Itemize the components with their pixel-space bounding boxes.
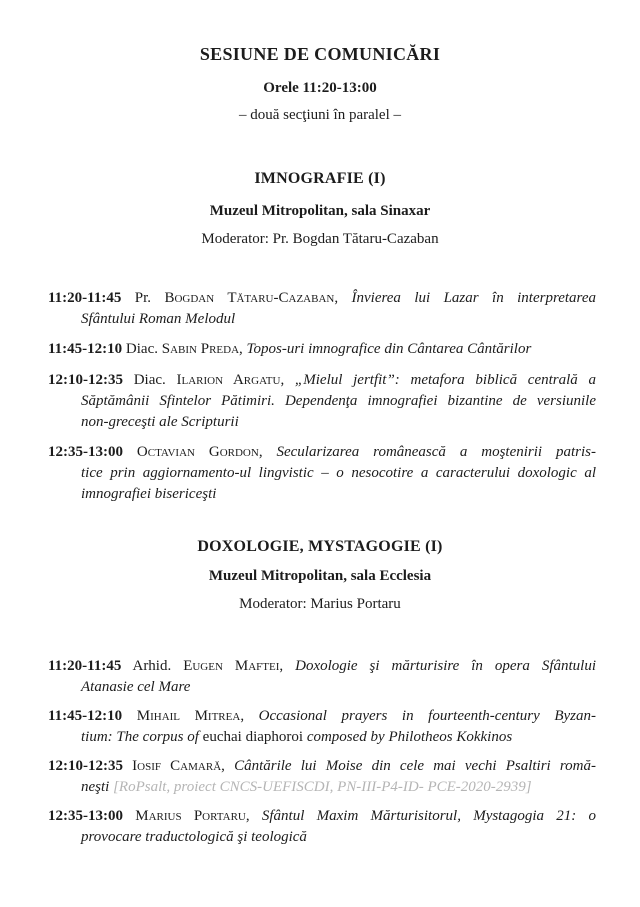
session-hours: Orele 11:20-13:00: [263, 80, 377, 96]
program-entry: 11:20-11:45 Arhid. Eugen Maftei, Doxologie şi mărturisire în opera Sfântului Atanasie cel Mare: [48, 656, 596, 698]
speaker-prefix: Diac.: [133, 372, 166, 388]
paper-title-cont: Săptămânii Sfintelor Pătimiri. Dependenţa imnografiei bizantine de versiunile: [81, 393, 596, 409]
speaker-prefix: Pr.: [134, 290, 152, 306]
section-title-doxologie: DOXOLOGIE, MYSTAGOGIE (I): [197, 538, 443, 555]
program-entry: 11:20-11:45 Pr. Bogdan Tătaru-Cazaban, Învierea lui Lazar în interpretarea Sfântului Roman Melodul: [48, 288, 596, 330]
paper-title: Doxologie şi mărturisire în opera Sfântului: [295, 658, 597, 674]
section-moderator-doxologie: Moderator: Marius Portaru: [239, 596, 401, 612]
project-note: [RoPsalt, proiect CNCS-UEFISCDI, PN-III-P4-ID- PCE-2020-2939]: [113, 779, 532, 795]
entry-time: 12:35-13:00: [48, 444, 123, 460]
session-subtitle: – două secţiuni în paralel –: [238, 107, 402, 123]
paper-title: „Mielul jertfit”: metafora biblică centrală a: [294, 372, 596, 388]
entry-time: 12:35-13:00: [48, 808, 123, 824]
paper-title-upright: euchai diaphoroi: [202, 729, 304, 745]
entry-time: 11:20-11:45: [48, 290, 122, 306]
section-location-doxologie: Muzeul Mitropolitan, sala Ecclesia: [208, 568, 432, 584]
paper-title: Cântările lui Moise din cele mai vechi Psaltiri romă-: [234, 758, 596, 774]
program-entry: 12:10-12:35 Iosif Camară, Cântările lui Moise din cele mai vechi Psaltiri romă- neşti [RoPsalt, proiect CNCS-UEFISCDI, PN-III-P4-ID- PCE-2020-2939]: [48, 758, 596, 795]
speaker-name: Sabin Preda: [161, 341, 240, 357]
speaker-name: Mihail Mitrea: [136, 708, 241, 724]
entry-time: 11:45-12:10: [48, 708, 123, 724]
paper-title-cont: tium: The corpus of: [81, 729, 203, 745]
speaker-prefix: Arhid.: [132, 658, 172, 674]
speaker-name: Marius Portaru: [135, 808, 246, 824]
entry-time: 11:20-11:45: [48, 658, 122, 674]
paper-title-cont: provocare traductologică şi teologică: [81, 829, 307, 845]
paper-title-cont: non-greceşti ale Scripturii: [81, 414, 239, 430]
paper-title: Occasional prayers in fourteenth-century Byzan-: [258, 708, 597, 724]
paper-title: Topos-uri imnografice din Cântarea Cântărilor: [246, 341, 532, 357]
paper-title-cont: Sfântului Roman Melodul: [81, 311, 236, 327]
speaker-name: Eugen Maftei: [183, 658, 280, 674]
program-entry: 11:45-12:10 Diac. Sabin Preda, Topos-uri imnografice din Cântarea Cântărilor: [48, 341, 532, 357]
paper-title: Sfântul Maxim Mărturisitorul, Mystagogia 21: o: [261, 808, 597, 824]
section-title-imnografie: IMNOGRAFIE (I): [254, 170, 386, 187]
speaker-name: Ilarion Argatu: [176, 372, 281, 388]
speaker-name: Bogdan Tătaru-Cazaban: [164, 290, 335, 306]
speaker-name: Octavian Gordon: [136, 444, 259, 460]
paper-title-cont: tice prin aggiornamento-ul lingvistic – o nesocotire a caracterului doxologic al: [81, 465, 596, 481]
entry-time: 11:45-12:10: [48, 341, 123, 357]
program-entry: 12:10-12:35 Diac. Ilarion Argatu, „Mielul jertfit”: metafora biblică centrală a Săptămânii Sfintelor Pătimiri. Dependenţa imnografiei bizantine de versiunile non-greceşti ale Scripturii: [48, 370, 596, 433]
program-entry: 12:35-13:00 Marius Portaru, Sfântul Maxim Mărturisitorul, Mystagogia 21: o provocare traductologică şi teologică: [48, 806, 596, 848]
speaker-prefix: Diac.: [125, 341, 158, 357]
section-moderator-imnografie: Moderator: Pr. Bogdan Tătaru-Cazaban: [201, 231, 439, 247]
section-location-imnografie: Muzeul Mitropolitan, sala Sinaxar: [209, 203, 431, 219]
paper-title: Secularizarea românească a moştenirii patris-: [276, 444, 597, 460]
paper-title-cont: Atanasie cel Mare: [81, 679, 191, 695]
paper-title-cont: imnografiei bisericeşti: [81, 486, 217, 502]
program-entry: 11:45-12:10 Mihail Mitrea, Occasional prayers in fourteenth-century Byzan- tium: The corpus of euchai diaphoroi composed by Philotheos Kokkinos: [48, 708, 597, 745]
speaker-name: Iosif Camară: [132, 758, 222, 774]
entry-time: 12:10-12:35: [48, 758, 123, 774]
program-entry: 12:35-13:00 Octavian Gordon, Secularizarea românească a moştenirii patris- tice prin aggiornamento-ul lingvistic – o nesocotire a caracterului doxologic al imnografiei bisericeşti: [48, 442, 596, 505]
paper-title: Învierea lui Lazar în interpretarea: [351, 290, 596, 306]
paper-title-cont: composed by Philotheos Kokkinos: [303, 729, 513, 745]
entry-time: 12:10-12:35: [48, 372, 123, 388]
session-title: SESIUNE DE COMUNICĂRI: [199, 44, 441, 64]
paper-title-cont: neşti: [81, 779, 110, 795]
